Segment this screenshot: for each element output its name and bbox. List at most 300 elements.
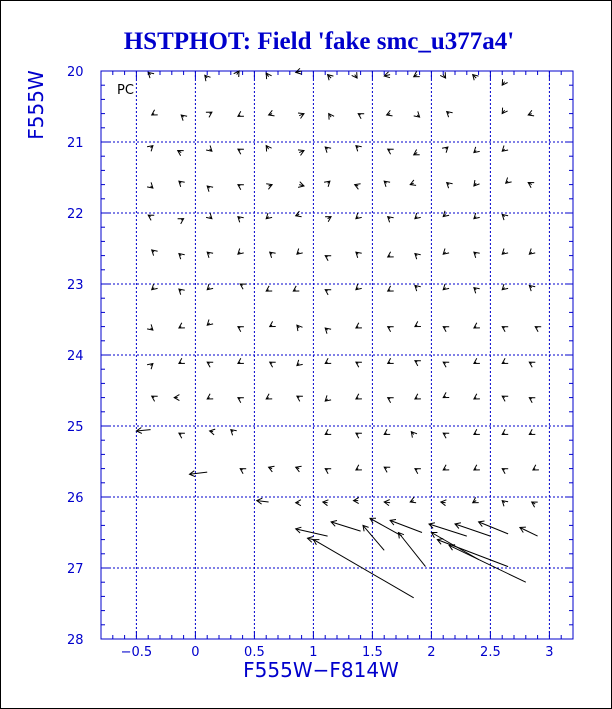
vector-head — [325, 358, 331, 363]
vector-arrow — [296, 68, 302, 74]
vector-arrow — [179, 433, 185, 438]
vector-arrow — [384, 181, 390, 187]
vector-arrow — [384, 72, 390, 78]
vector-head — [474, 465, 480, 470]
vector-arrow — [388, 358, 394, 363]
vector-arrow — [238, 185, 244, 190]
vector-arrow — [388, 286, 394, 291]
vector-head — [533, 465, 539, 470]
vector-head — [297, 396, 303, 401]
vector-arrow — [147, 324, 153, 330]
vector-arrow — [207, 284, 213, 290]
vector-arrow — [152, 396, 158, 401]
vector-arrow — [443, 433, 449, 438]
vector-arrow — [479, 521, 509, 534]
vector-arrow — [443, 211, 449, 217]
cmd-vector-plot — [1, 1, 611, 708]
vector-arrow — [296, 500, 301, 506]
vector-arrow — [388, 217, 394, 223]
vector-arrow — [356, 362, 362, 367]
vector-head — [234, 71, 239, 77]
vector-head — [502, 358, 508, 363]
vector-arrow — [325, 395, 331, 401]
vector-arrow — [388, 149, 394, 154]
vector-arrow — [356, 323, 362, 328]
vector-arrow — [390, 520, 422, 533]
y-tick-labels — [67, 65, 84, 648]
vector-arrow — [148, 72, 154, 78]
vector-head — [270, 362, 276, 367]
vector-head — [238, 185, 244, 190]
vector-arrow — [474, 358, 480, 363]
vector-arrow — [210, 429, 216, 435]
vector-arrow — [356, 146, 362, 152]
vector-arrow — [313, 540, 413, 598]
vector-arrow — [179, 323, 185, 328]
vector-arrow — [325, 290, 331, 295]
vector-arrow — [474, 147, 480, 153]
vector-arrow — [415, 321, 421, 326]
vector-head — [502, 327, 508, 332]
vector-head — [415, 361, 421, 366]
vector-arrow — [152, 250, 158, 256]
vector-arrow — [474, 252, 480, 258]
vector-head — [152, 110, 158, 115]
vector-head — [298, 182, 304, 188]
vector-head — [179, 323, 185, 328]
vector-arrow — [529, 285, 535, 291]
vector-arrow — [441, 500, 447, 506]
vector-head — [529, 398, 535, 403]
vector-shaft — [296, 529, 328, 536]
vector-head — [296, 466, 302, 472]
vector-head — [502, 429, 508, 434]
vector-head — [325, 217, 331, 222]
y-tick-label: 21 — [67, 136, 84, 151]
vector-head — [293, 286, 299, 291]
vector-arrow — [414, 71, 420, 76]
vector-head — [388, 286, 394, 291]
vector-shaft — [370, 518, 402, 536]
vector-arrow — [238, 249, 244, 255]
vector-arrow — [502, 79, 507, 85]
vector-head — [474, 394, 480, 399]
vector-head — [298, 150, 304, 156]
vector-arrow — [474, 429, 480, 434]
vector-head — [356, 362, 362, 367]
vector-head — [356, 323, 362, 328]
vector-head — [443, 327, 449, 332]
vector-head — [270, 321, 276, 326]
vector-arrow — [533, 465, 539, 470]
vector-arrow — [415, 361, 421, 366]
vector-head — [148, 215, 154, 220]
vector-arrow — [473, 75, 479, 81]
vector-arrow — [331, 521, 361, 532]
vector-arrow — [443, 249, 449, 255]
vector-arrow — [328, 75, 334, 81]
vector-arrow — [297, 396, 303, 401]
vector-arrow — [449, 545, 526, 582]
vector-arrow — [296, 527, 328, 536]
vector-arrow — [206, 213, 212, 219]
vector-head — [384, 429, 390, 434]
vector-head — [266, 394, 272, 399]
vector-arrow — [325, 256, 331, 261]
vector-head — [356, 394, 362, 399]
vector-arrow — [474, 394, 480, 399]
vector-arrow — [437, 539, 508, 567]
y-tick-label: 20 — [67, 65, 84, 80]
vector-shaft — [437, 540, 508, 567]
vector-arrow — [238, 398, 244, 403]
vector-arrow — [447, 112, 453, 118]
vector-arrow — [269, 110, 275, 116]
chart-title: HSTPHOT: Field 'fake smc_u377a4' — [123, 28, 515, 55]
vector-arrow — [411, 432, 417, 438]
vector-arrow — [502, 327, 508, 332]
vector-head — [266, 73, 271, 79]
vector-arrow — [415, 254, 421, 260]
vector-arrow — [179, 254, 185, 260]
vector-arrow — [147, 182, 153, 188]
vector-head — [414, 150, 420, 155]
vector-head — [387, 110, 393, 116]
vector-head — [502, 396, 508, 401]
vector-head — [529, 362, 535, 367]
vector-arrow — [270, 321, 276, 326]
vector-arrow — [179, 181, 185, 187]
vector-arrow — [474, 288, 480, 294]
vector-arrow — [474, 323, 480, 328]
vector-arrow — [356, 433, 362, 438]
vector-arrow — [231, 430, 237, 436]
vector-arrow — [354, 498, 359, 504]
vector-arrow — [325, 147, 331, 153]
vector-arrow — [266, 213, 272, 219]
vector-arrow — [178, 151, 184, 156]
x-axis-label: F555W−F814W — [243, 658, 399, 682]
vector-arrow — [324, 181, 330, 187]
y-tick-label: 23 — [67, 278, 84, 293]
vector-head — [329, 114, 334, 120]
vector-arrow — [270, 362, 276, 367]
vector-arrow — [414, 150, 420, 155]
vector-arrow — [388, 398, 394, 403]
vector-head — [474, 429, 480, 434]
vector-head — [356, 433, 362, 438]
vector-arrow — [207, 320, 213, 326]
vector-head — [410, 497, 416, 503]
vector-shaft — [331, 522, 361, 531]
vector-head — [502, 469, 508, 474]
vector-arrow — [502, 429, 508, 434]
vector-head — [410, 180, 416, 186]
vector-arrow — [356, 465, 362, 470]
vector-arrow — [147, 146, 153, 152]
vector-arrow — [443, 327, 449, 332]
x-tick-label: 2.5 — [480, 645, 501, 660]
vector-arrow — [520, 527, 538, 536]
vector-shaft — [313, 540, 413, 598]
vector-head — [325, 290, 331, 295]
vector-arrow — [325, 328, 331, 334]
vector-head — [528, 183, 534, 188]
vector-head — [355, 184, 361, 190]
vector-arrow — [415, 285, 421, 291]
vector-arrow — [325, 469, 331, 474]
vector-arrow — [266, 73, 271, 79]
vector-arrow — [298, 113, 304, 119]
vector-head — [206, 112, 212, 117]
vector-arrow — [266, 394, 272, 399]
vector-arrow — [415, 394, 421, 399]
vector-head — [529, 429, 535, 434]
vector-shaft — [479, 522, 509, 534]
vector-head — [358, 114, 364, 119]
vector-arrow — [443, 284, 449, 290]
vector-arrow — [206, 146, 212, 152]
vector-arrow — [415, 469, 421, 474]
vector-arrow — [502, 396, 508, 401]
vector-head — [415, 469, 421, 474]
vector-arrow — [297, 249, 303, 255]
y-tick-label: 25 — [67, 420, 84, 435]
vector-head — [388, 358, 394, 363]
vector-arrow — [238, 149, 244, 154]
vector-arrow — [502, 501, 508, 507]
vector-head — [238, 111, 244, 116]
x-tick-label: 0 — [191, 645, 200, 660]
vector-arrow — [269, 466, 275, 472]
vector-head — [443, 362, 449, 367]
vector-arrow — [325, 429, 331, 434]
vector-arrow — [502, 469, 508, 474]
vector-head — [240, 284, 246, 289]
vector-arrow — [410, 497, 416, 503]
vector-head — [266, 286, 272, 291]
x-tick-label: 1 — [309, 645, 318, 660]
vector-head — [443, 392, 449, 397]
y-axis-label: F555W — [24, 70, 48, 140]
vector-arrow — [414, 111, 420, 117]
vector-head — [325, 429, 331, 434]
vector-shaft — [363, 525, 384, 550]
vector-arrow — [363, 525, 384, 550]
vector-arrow — [266, 184, 272, 190]
vector-head — [179, 433, 185, 438]
vector-head — [356, 465, 362, 470]
vector-head — [325, 469, 331, 474]
vector-head — [207, 394, 213, 399]
vector-head — [296, 211, 302, 217]
vector-head — [269, 466, 275, 472]
vector-arrow — [398, 533, 425, 567]
vector-head — [443, 433, 449, 438]
vector-head — [352, 72, 357, 78]
vector-arrow — [205, 75, 211, 81]
x-tick-label: 2 — [427, 645, 436, 660]
vector-head — [532, 502, 538, 507]
vector-arrow — [297, 325, 303, 331]
vector-arrow — [266, 146, 271, 152]
vector-head — [178, 219, 184, 224]
vector-arrow — [238, 217, 244, 223]
vector-arrow — [179, 358, 185, 363]
vector-head — [473, 497, 479, 502]
vector-arrow — [502, 214, 508, 220]
vector-arrow — [181, 115, 187, 121]
y-tick-label: 26 — [67, 491, 84, 506]
vector-head — [502, 108, 507, 114]
vector-arrow — [447, 183, 453, 189]
vector-arrow — [179, 289, 185, 295]
vector-arrow — [329, 114, 334, 120]
vector-arrow — [387, 110, 393, 116]
vector-arrow — [293, 286, 299, 291]
vector-arrow — [238, 327, 244, 332]
vector-arrow — [532, 502, 538, 507]
vector-arrow — [502, 358, 508, 363]
vector-head — [240, 469, 246, 474]
vector-head — [238, 327, 244, 332]
vector-head — [179, 358, 185, 363]
vector-arrow — [206, 112, 212, 117]
vector-shaft — [390, 520, 422, 532]
vector-arrow — [297, 360, 303, 366]
vector-head — [238, 149, 244, 154]
vector-arrow — [506, 178, 512, 184]
vector-head — [238, 398, 244, 403]
vector-arrow — [384, 467, 390, 472]
vector-head — [528, 110, 534, 116]
vector-arrow — [443, 362, 449, 367]
vector-arrow — [502, 249, 508, 255]
vector-arrow — [190, 471, 208, 477]
vector-shaft — [449, 545, 526, 582]
x-tick-label: 3 — [545, 645, 554, 660]
vector-arrow — [352, 72, 357, 78]
x-tick-label: 0.5 — [244, 645, 265, 660]
vector-arrow — [415, 213, 421, 219]
vector-head — [266, 184, 272, 190]
vector-head — [474, 323, 480, 328]
vector-arrow — [325, 217, 331, 222]
vector-head — [443, 465, 449, 470]
vector-arrow — [152, 284, 158, 290]
vector-head — [325, 256, 331, 261]
vector-arrow — [535, 327, 541, 332]
vector-arrow — [529, 362, 535, 367]
y-tick-label: 22 — [67, 207, 84, 222]
vector-arrow — [528, 110, 534, 116]
vector-head — [502, 79, 507, 85]
vector-head — [535, 327, 541, 332]
vector-arrow — [529, 398, 535, 403]
vector-arrows — [136, 68, 541, 598]
vector-arrow — [502, 284, 508, 290]
vector-head — [388, 398, 394, 403]
vector-arrow — [174, 395, 179, 401]
vector-arrow — [442, 147, 448, 153]
vector-head — [178, 151, 184, 156]
vector-head — [269, 110, 275, 116]
vector-head — [388, 252, 394, 257]
x-tick-label: 1.5 — [362, 645, 383, 660]
vector-arrow — [502, 108, 507, 114]
vector-arrow — [443, 465, 449, 470]
vector-head — [266, 146, 271, 152]
vector-arrow — [410, 180, 416, 186]
vector-head — [474, 358, 480, 363]
vector-arrow — [238, 358, 244, 363]
vector-arrow — [356, 394, 362, 399]
vector-head — [298, 113, 304, 119]
vector-head — [207, 362, 213, 367]
vector-shaft — [398, 533, 425, 567]
vector-arrow — [528, 183, 534, 188]
vector-arrow — [240, 284, 246, 289]
vector-arrow — [207, 252, 213, 258]
vector-arrow — [207, 186, 213, 192]
vector-arrow — [384, 429, 390, 434]
vector-arrow — [473, 497, 479, 502]
vector-arrow — [388, 327, 394, 332]
vector-head — [415, 394, 421, 399]
vector-head — [388, 149, 394, 154]
vector-arrow — [148, 215, 154, 220]
y-tick-label: 27 — [67, 562, 84, 577]
vector-arrow — [370, 518, 402, 536]
vector-head — [415, 321, 421, 326]
vector-arrow — [384, 500, 390, 506]
vector-arrow — [474, 213, 480, 219]
vector-arrow — [152, 110, 158, 115]
vector-arrow — [266, 286, 272, 291]
vector-arrow — [298, 150, 304, 156]
vector-arrow — [355, 184, 361, 190]
vector-arrow — [529, 249, 535, 255]
vector-arrow — [178, 219, 184, 224]
vector-arrow — [234, 71, 239, 77]
vector-arrow — [323, 500, 329, 506]
y-tick-label: 28 — [67, 633, 84, 648]
vector-arrow — [270, 252, 276, 258]
vector-arrow — [325, 358, 331, 363]
vector-head — [414, 71, 420, 76]
vector-head — [388, 327, 394, 332]
vector-arrow — [136, 428, 150, 434]
vector-arrow — [308, 537, 314, 543]
vector-arrow — [356, 284, 362, 290]
x-tick-label: −0.5 — [120, 645, 153, 660]
vector-arrow — [298, 182, 304, 188]
vector-arrow — [296, 466, 302, 472]
vector-arrow — [356, 213, 362, 219]
vector-head — [384, 467, 390, 472]
vector-arrow — [296, 211, 302, 217]
vector-head — [238, 358, 244, 363]
vector-arrow — [502, 146, 508, 152]
vector-arrow — [358, 114, 364, 119]
vector-head — [152, 396, 158, 401]
vector-arrow — [207, 362, 213, 367]
vector-arrow — [388, 252, 394, 257]
vector-arrow — [257, 498, 269, 504]
vector-arrow — [529, 429, 535, 434]
vector-arrow — [474, 180, 480, 186]
vector-arrow — [240, 469, 246, 474]
